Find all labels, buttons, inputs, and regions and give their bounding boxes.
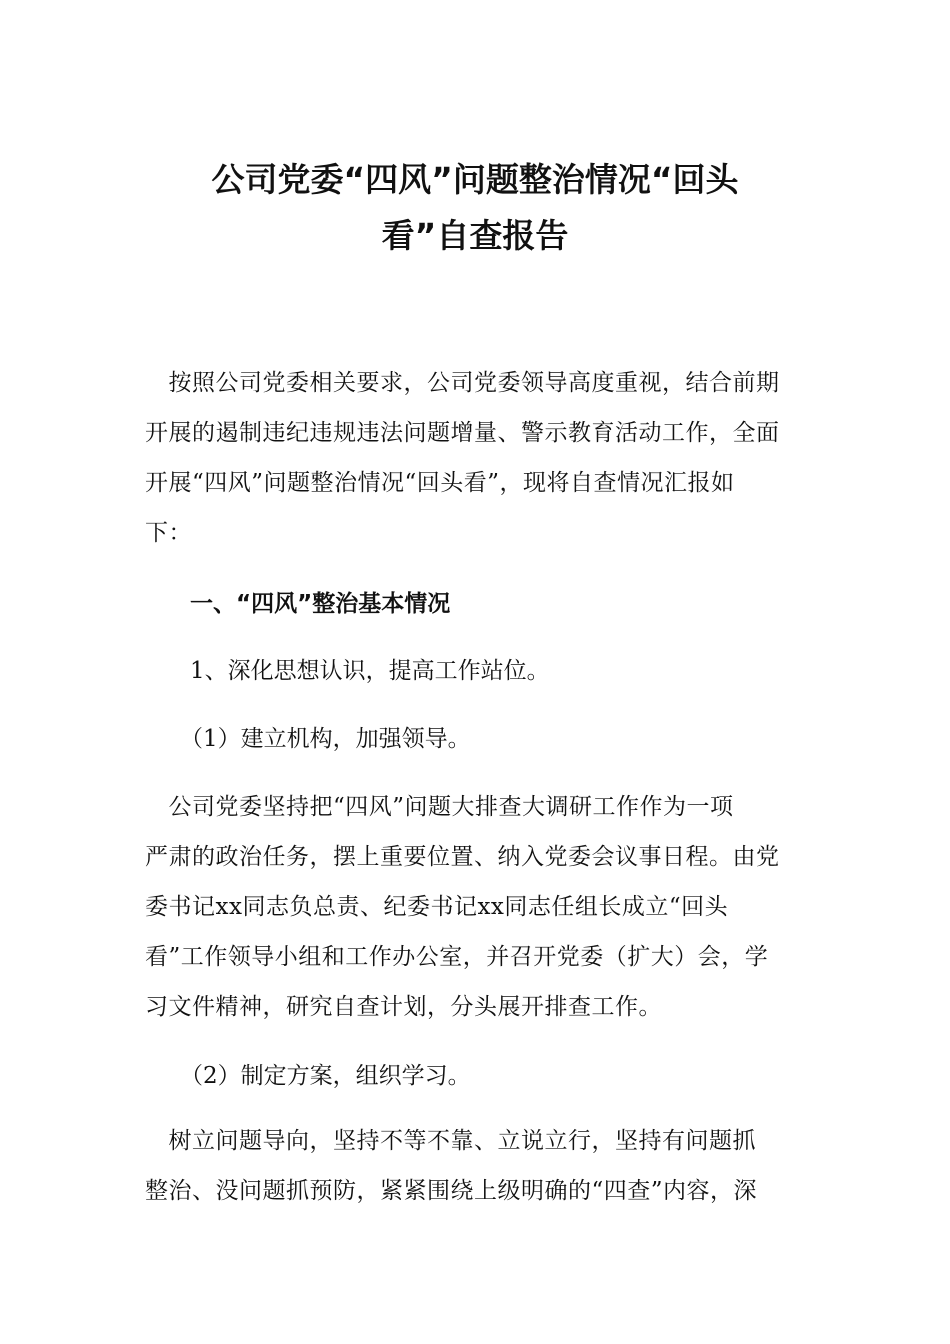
paragraph-line: 看”工作领导小组和工作办公室，并召开党委（扩大）会，学	[145, 944, 769, 970]
paragraph-line: 树立问题导向，坚持不等不靠、立说立行，坚持有问题抓	[145, 1128, 756, 1154]
paragraph-line: 公司党委坚持把“四风”问题大排查大调研工作作为一项	[145, 794, 734, 820]
intro-line: 开展的遏制违纪违规违法问题增量、警示教育活动工作，全面	[145, 420, 780, 446]
section-heading-1: 一、“四风”整治基本情况	[190, 591, 451, 617]
paragraph-line: 习文件精神，研究自查计划，分头展开排查工作。	[145, 994, 662, 1020]
intro-line: 下：	[145, 520, 192, 546]
intro-paragraph	[145, 358, 805, 558]
subitem-heading-1: （1）建立机构，加强领导。	[180, 726, 471, 752]
item-heading-1: 1、深化思想认识，提高工作站位。	[190, 658, 550, 684]
paragraph-line: 严肃的政治任务，摆上重要位置、纳入党委会议事日程。由党	[145, 844, 780, 870]
title-line-2: 看”自查报告	[381, 216, 569, 255]
paragraph-line: 整治、没问题抓预防，紧紧围绕上级明确的“四查”内容，深	[145, 1178, 758, 1204]
intro-line: 开展“四风”问题整治情况“回头看”，现将自查情况汇报如	[145, 470, 735, 496]
document-title	[145, 152, 805, 264]
subitem-heading-2: （2）制定方案，组织学习。	[180, 1063, 471, 1089]
paragraph-1	[145, 782, 805, 1032]
paragraph-2	[145, 1116, 805, 1216]
title-line-1: 公司党委“四风”问题整治情况“回头	[211, 160, 739, 199]
intro-line: 按照公司党委相关要求，公司党委领导高度重视，结合前期	[145, 370, 780, 396]
paragraph-line: 委书记xx同志负总责、纪委书记xx同志任组长成立“回头	[145, 894, 729, 920]
